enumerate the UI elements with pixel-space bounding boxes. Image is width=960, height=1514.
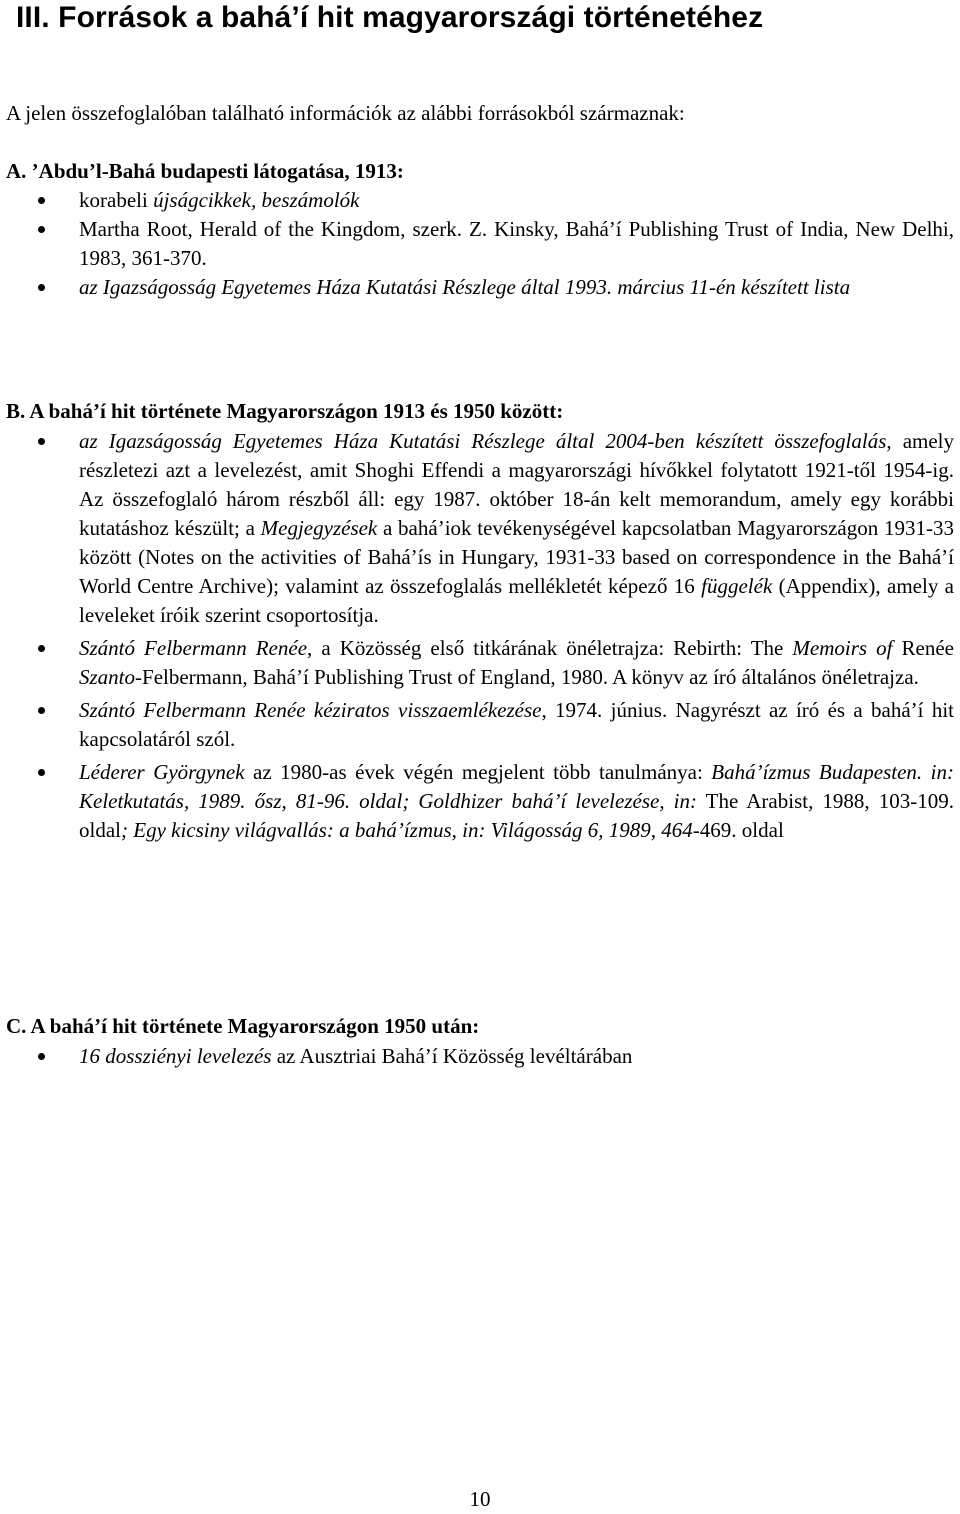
list-item: Léderer Györgynek az 1980-as évek végén megjelent több tanulmánya: Bahá’ízmus Budapesten. in: Keletkutatás, 1989. ősz, 81-96. oldal; Goldhizer bahá’í levelezése, in: The Arabist, 1988, 103-109. oldal; Egy kicsiny világvallás: a bahá’ízmus, in: Világosság 6, 1989, 464-469. oldal [0, 758, 960, 845]
section-b-list [0, 427, 960, 845]
list-item: korabeli újságcikkek, beszámolók [0, 186, 960, 215]
section-b-heading: B. A bahá’í hit története Magyarországon 1913 és 1950 között: [6, 399, 564, 423]
list-item: Szántó Felbermann Renée, a Közösség első titkárának önéletrajza: Rebirth: The Memoirs of Renée Szanto-Felbermann, Bahá’í Publishing Trust of England, 1980. A könyv az író általános önéletrajza. [0, 634, 960, 692]
page-number: 10 [469, 1487, 491, 1511]
section-c-heading: C. A bahá’í hit története Magyarországon 1950 után: [6, 1014, 480, 1038]
bullet-icon [38, 769, 45, 776]
bullet-icon [38, 438, 45, 445]
bullet-icon [38, 197, 45, 204]
section-a-heading: A. ’Abdu’l-Bahá budapesti látogatása, 1913: [6, 159, 404, 183]
bullet-icon [38, 645, 45, 652]
list-item: Martha Root, Herald of the Kingdom, szerk. Z. Kinsky, Bahá’í Publishing Trust of India, New Delhi, 1983, 361-370. [0, 215, 960, 273]
intro-text: A jelen összefoglalóban található információk az alábbi forrásokból származnak: [6, 101, 685, 125]
bullet-icon [38, 226, 45, 233]
section-a-list [0, 186, 960, 302]
bullet-icon [38, 1053, 45, 1060]
list-item: Szántó Felbermann Renée kéziratos visszaemlékezése, 1974. június. Nagyrészt az író és a bahá’í hit kapcsolatáról szól. [0, 696, 960, 754]
list-item: az Igazságosság Egyetemes Háza Kutatási Részlege által 1993. március 11-én készített lista [0, 273, 960, 302]
section-c-list [0, 1042, 960, 1071]
bullet-icon [38, 284, 45, 291]
bullet-icon [38, 707, 45, 714]
page-title: III. Források a bahá’í hit magyarországi történetéhez [16, 1, 764, 34]
list-item: az Igazságosság Egyetemes Háza Kutatási Részlege által 2004-ben készített összefoglalás, amely részletezi azt a levelezést, amit Shoghi Effendi a magyarországi hívőkkel folytatott 1921-től 1954-ig. Az összefoglaló három részből áll: egy 1987. október 18-án kelt memorandum, amely egy korábbi kutatáshoz készült; a Megjegyzések a bahá’iok tevékenységével kapcsolatban Magyarországon 1931-33 között (Notes on the activities of Bahá’ís in Hungary, 1931-33 based on correspondence in the Bahá’í World Centre Archive); valamint az összefoglalás mellékletét képező 16 függelék (Appendix), amely a leveleket íróik szerint csoportosítja. [0, 427, 960, 630]
list-item: 16 dossziényi levelezés az Ausztriai Bahá’í Közösség levéltárában [0, 1042, 960, 1071]
